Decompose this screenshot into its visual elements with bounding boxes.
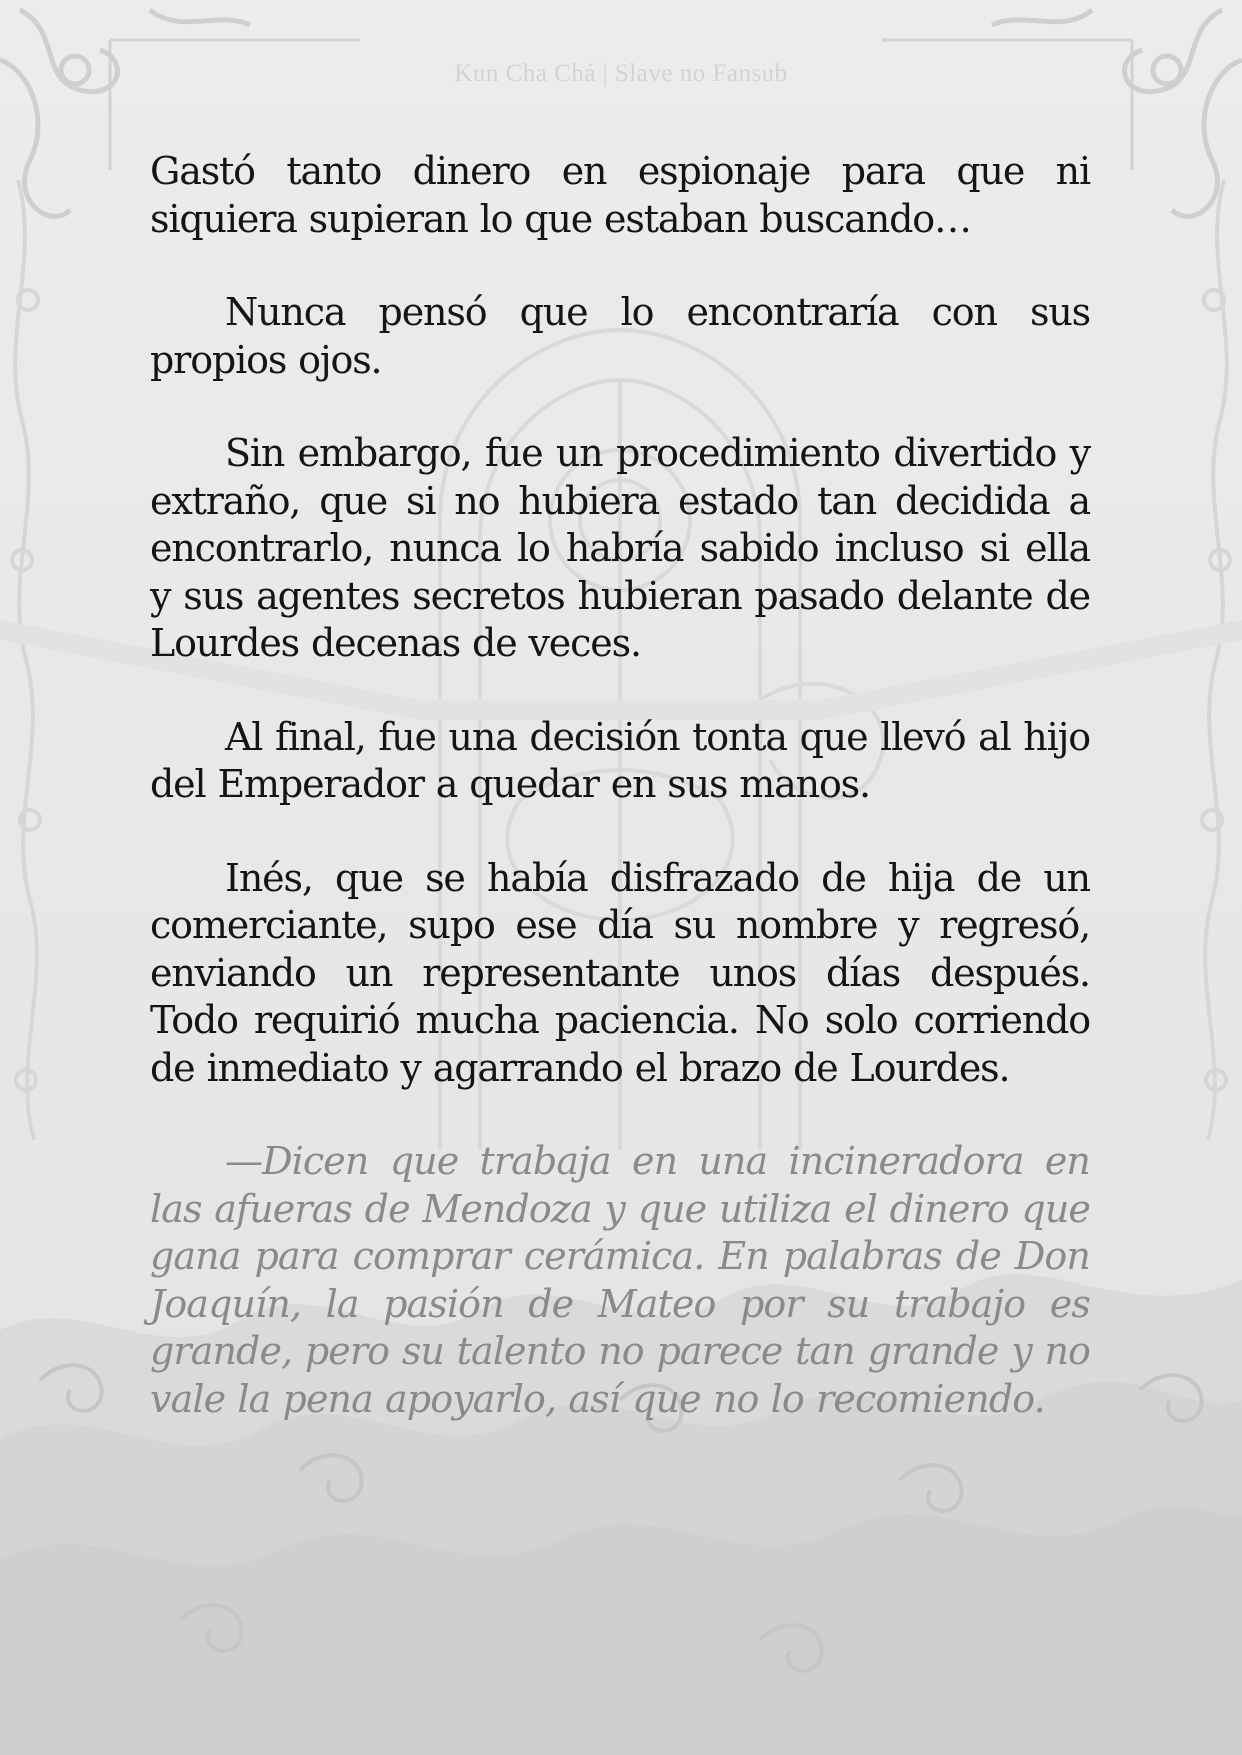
right-border-vine bbox=[1202, 180, 1230, 1140]
header-watermark: Kun Cha Chá | Slave no Fansub bbox=[454, 60, 788, 87]
paragraph-4: Al final, fue una decisión tonta que llevó al hijo del Emperador a quedar en sus manos. bbox=[150, 714, 1090, 806]
paragraph-2: Nunca pensó que lo encontraría con sus propios ojos. bbox=[150, 290, 1090, 382]
paragraph-1: Gastó tanto dinero en espionaje para que ni siquiera supieran lo que estaban buscando… bbox=[150, 149, 1090, 241]
quoted-dialogue: —Dicen que trabaja en una incineradora en las afueras de Mendoza y que utiliza el dinero que gana para comprar cerámica. En palabras de Don Joaquín, la pasión de Mateo por su trabajo es grande, pero su talento no parece tan grande y no vale la pena apoyarlo, así que no lo recomiendo. bbox=[150, 1139, 1090, 1421]
paragraph-3: Sin embargo, fue un procedimiento divertido y extraño, que si no hubiera estado tan decidida a encontrarlo, nunca lo habría sabido incluso si ella y sus agentes secretos hubieran pasado delante de Lourdes decenas de veces. bbox=[150, 431, 1090, 665]
paragraph-5: Inés, que se había disfrazado de hija de un comerciante, supo ese día su nombre y regresó, enviando un representante unos días después. Todo requirió mucha paciencia. No solo corriendo de inmediato y agarrando el brazo de Lourdes. bbox=[150, 855, 1090, 1090]
body-text bbox=[150, 148, 1090, 1469]
left-border-vine bbox=[12, 180, 40, 1140]
